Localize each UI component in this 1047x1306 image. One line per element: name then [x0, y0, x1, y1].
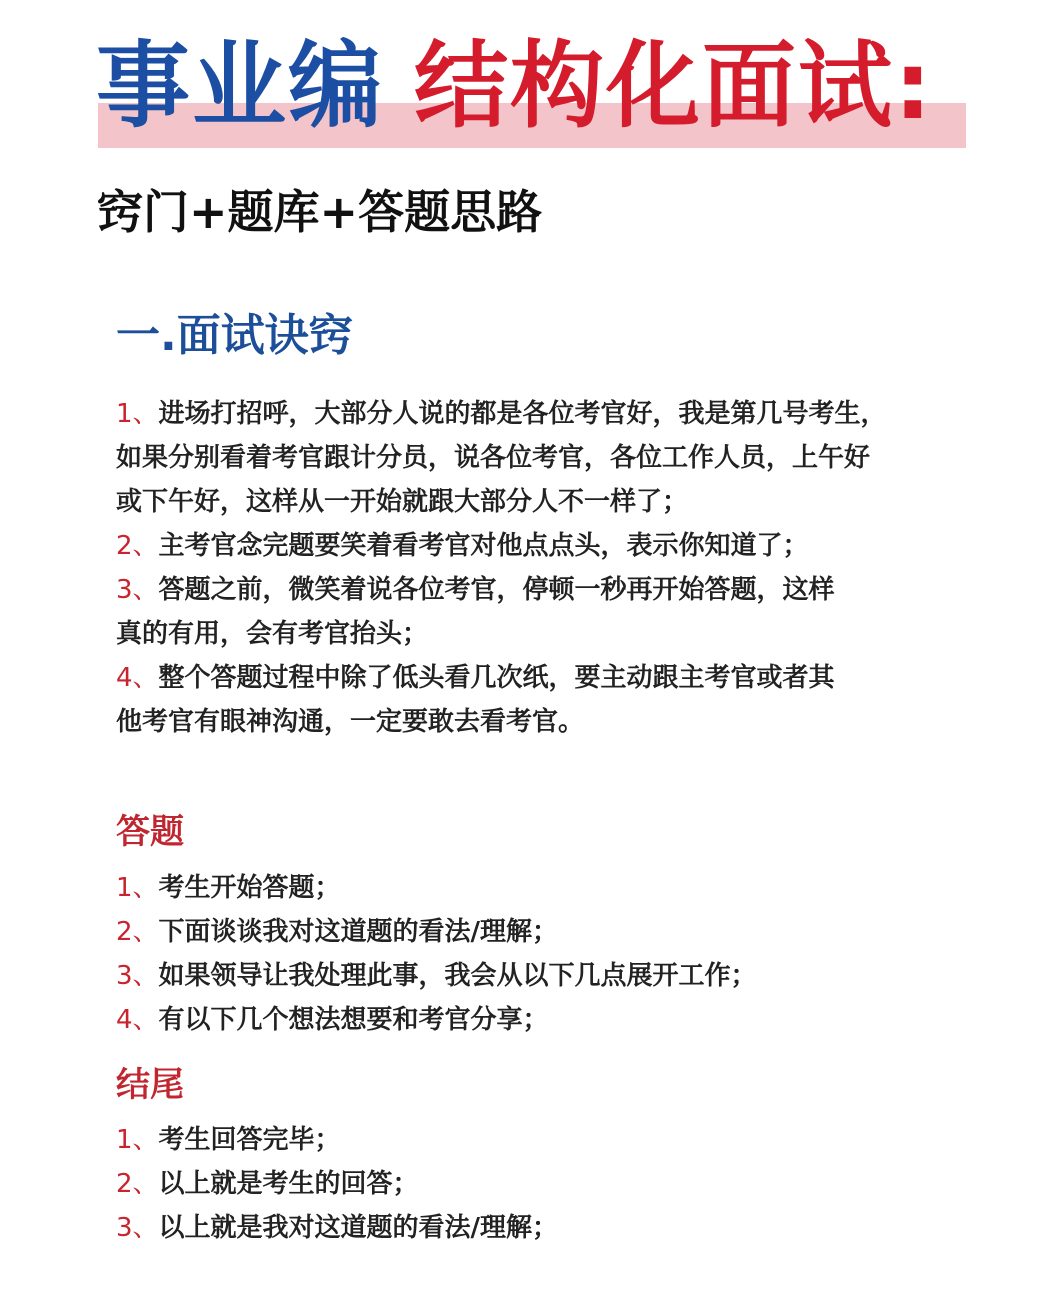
tip-item: [116, 392, 936, 436]
answer-list: [116, 866, 936, 1042]
tip-item: [116, 568, 936, 612]
tip-number: 1、: [116, 399, 159, 429]
list-item: [116, 1118, 936, 1162]
list-item: [116, 1162, 936, 1206]
title-part-blue: 事业编: [96, 32, 385, 141]
tip-text: 进场打招呼，大部分人说的都是各位考官好，我是第几号考生，: [158, 399, 887, 429]
tip-item-continued: [116, 436, 936, 480]
tip-item: [116, 524, 936, 568]
tip-number: 3、: [116, 575, 159, 605]
list-number: 3、: [116, 961, 159, 991]
tip-item: [116, 656, 936, 700]
tip-number: 2、: [116, 531, 159, 561]
tip-text: 答题之前，微笑着说各位考官，停顿一秒再开始答题，这样: [158, 575, 835, 605]
list-number: 2、: [116, 917, 159, 947]
list-number: 4、: [116, 1005, 159, 1035]
list-item: [116, 954, 936, 998]
tip-item-continued: [116, 612, 936, 656]
list-item: [116, 1206, 936, 1250]
list-number: 1、: [116, 1125, 159, 1155]
list-item: [116, 866, 936, 910]
list-text: 下面谈谈我对这道题的看法/理解；: [158, 917, 559, 947]
tip-text: 真的有用，会有考官抬头；: [116, 619, 429, 649]
list-text: 如果领导让我处理此事，我会从以下几点展开工作；: [158, 961, 757, 991]
tip-text: 主考官念完题要笑着看考官对他点点头，表示你知道了；: [158, 531, 809, 561]
tip-text: 整个答题过程中除了低头看几次纸，要主动跟主考官或者其: [158, 663, 835, 693]
section-heading-ending: 结尾: [116, 1065, 184, 1105]
tip-text: 他考官有眼神沟通，一定要敢去看考官。: [116, 707, 585, 737]
list-number: 2、: [116, 1169, 159, 1199]
list-text: 考生开始答题；: [158, 873, 341, 903]
list-number: 3、: [116, 1213, 159, 1243]
tip-item-continued: [116, 480, 936, 524]
tip-item-continued: [116, 700, 936, 744]
tip-number: 4、: [116, 663, 159, 693]
section-heading-answer: 答题: [116, 812, 184, 852]
page-subtitle: 窍门+题库+答题思路: [97, 185, 543, 239]
title-part-red: 结构化面试:: [414, 32, 934, 141]
list-text: 考生回答完毕；: [158, 1125, 341, 1155]
page-title: [96, 32, 934, 142]
tips-block: [116, 392, 936, 744]
tip-text: 如果分别看着考官跟计分员，说各位考官，各位工作人员，上午好: [116, 443, 871, 473]
list-text: 以上就是我对这道题的看法/理解；: [158, 1213, 559, 1243]
ending-list: [116, 1118, 936, 1250]
list-number: 1、: [116, 873, 159, 903]
list-text: 有以下几个想法想要和考官分享；: [158, 1005, 549, 1035]
list-item: [116, 998, 936, 1042]
list-item: [116, 910, 936, 954]
tip-text: 或下午好，这样从一开始就跟大部分人不一样了；: [116, 487, 689, 517]
section-heading-tips: 一.面试诀窍: [116, 310, 353, 361]
list-text: 以上就是考生的回答；: [158, 1169, 419, 1199]
